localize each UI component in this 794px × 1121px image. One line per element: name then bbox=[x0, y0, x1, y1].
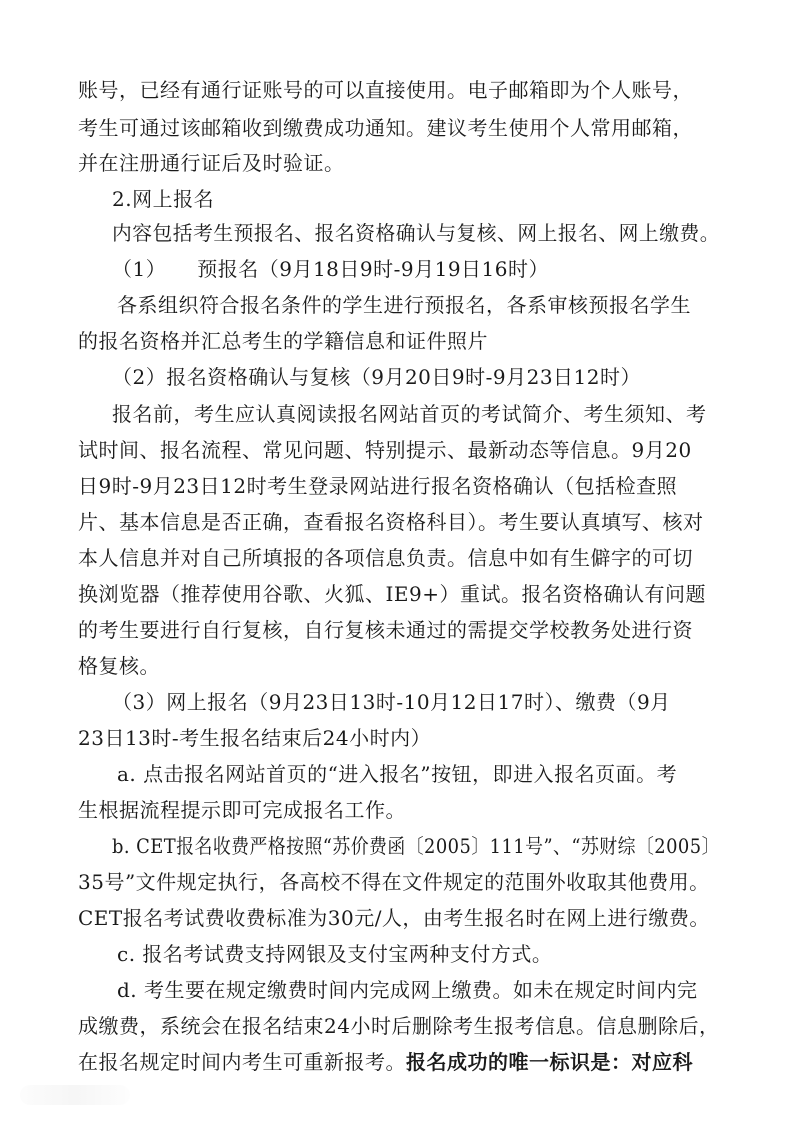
scan-smudge bbox=[20, 1085, 130, 1105]
registration-success-identifier: 报名成功的唯一标识是：对应科 bbox=[406, 1050, 693, 1074]
list-item: b. CET报名收费严格按照“苏价费函〔2005〕111号”、“苏财综〔2005〕 bbox=[112, 834, 720, 858]
list-item: d. 考生要在规定缴费时间内完成网上缴费。如未在规定时间内完 bbox=[117, 978, 698, 1002]
paragraph-line: 的考生要进行自行复核，自行复核未通过的需提交学校教务处进行资 bbox=[78, 618, 693, 642]
subsection-heading: （2）报名资格确认与复核（9月20日9时-9月23日12时） bbox=[112, 365, 642, 389]
paragraph-line: 23日13时-考生报名结束后24小时内） bbox=[78, 726, 432, 750]
subsection-heading: （1） 预报名（9月18日9时-9月19日16时） bbox=[112, 257, 550, 281]
list-item: a. 点击报名网站首页的“进入报名”按钮，即进入报名页面。考 bbox=[117, 762, 678, 786]
paragraph-line: 日9时-9月23日12时考生登录网站进行报名资格确认（包括检查照 bbox=[78, 474, 678, 498]
paragraph-line: 片、基本信息是否正确，查看报名资格科目）。考生要认真填写、核对 bbox=[78, 510, 704, 534]
paragraph-line: 各系组织符合报名条件的学生进行预报名，各系审核预报名学生 bbox=[117, 293, 691, 317]
section-heading: 2.网上报名 bbox=[112, 187, 215, 211]
paragraph-line: 报名前，考生应认真阅读报名网站首页的考试简介、考生须知、考 bbox=[112, 402, 707, 426]
paragraph-line: 换浏览器（推荐使用谷歌、火狐、IE9+）重试。报名资格确认有问题 bbox=[78, 582, 706, 606]
last-line-text: 在报名规定时间内考生可重新报考。 bbox=[78, 1050, 406, 1074]
paragraph-line: 考生可通过该邮箱收到缴费成功通知。建议考生使用个人常用邮箱， bbox=[78, 116, 693, 140]
paragraph-line bbox=[78, 1046, 693, 1078]
subsection-heading: （3）网上报名（9月23日13时-10月12日17时）、缴费（9月 bbox=[112, 690, 671, 714]
paragraph-line: 内容包括考生预报名、报名资格确认与复核、网上报名、网上缴费。 bbox=[112, 221, 720, 245]
paragraph-line: 生根据流程提示即可完成报名工作。 bbox=[78, 798, 406, 822]
paragraph-line: 成缴费，系统会在报名结束24小时后删除考生报考信息。信息删除后， bbox=[78, 1014, 720, 1038]
paragraph-line: 本人信息并对自己所填报的各项信息负责。信息中如有生僻字的可切 bbox=[78, 546, 693, 570]
paragraph-line: 账号，已经有通行证账号的可以直接使用。电子邮箱即为个人账号， bbox=[78, 78, 693, 102]
paragraph-line: CET报名考试费收费标准为30元/人，由考生报名时在网上进行缴费。 bbox=[78, 906, 710, 930]
paragraph-line: 试时间、报名流程、常见问题、特别提示、最新动态等信息。9月20 bbox=[78, 438, 692, 462]
list-item: c. 报名考试费支持网银及支付宝两种支付方式。 bbox=[117, 942, 553, 966]
paragraph-line: 并在注册通行证后及时验证。 bbox=[78, 151, 345, 175]
paragraph-line: 35号”文件规定执行，各高校不得在文件规定的范围外收取其他费用。 bbox=[78, 870, 710, 894]
paragraph-line: 的报名资格并汇总考生的学籍信息和证件照片 bbox=[78, 329, 488, 353]
paragraph-line: 格复核。 bbox=[78, 654, 160, 678]
